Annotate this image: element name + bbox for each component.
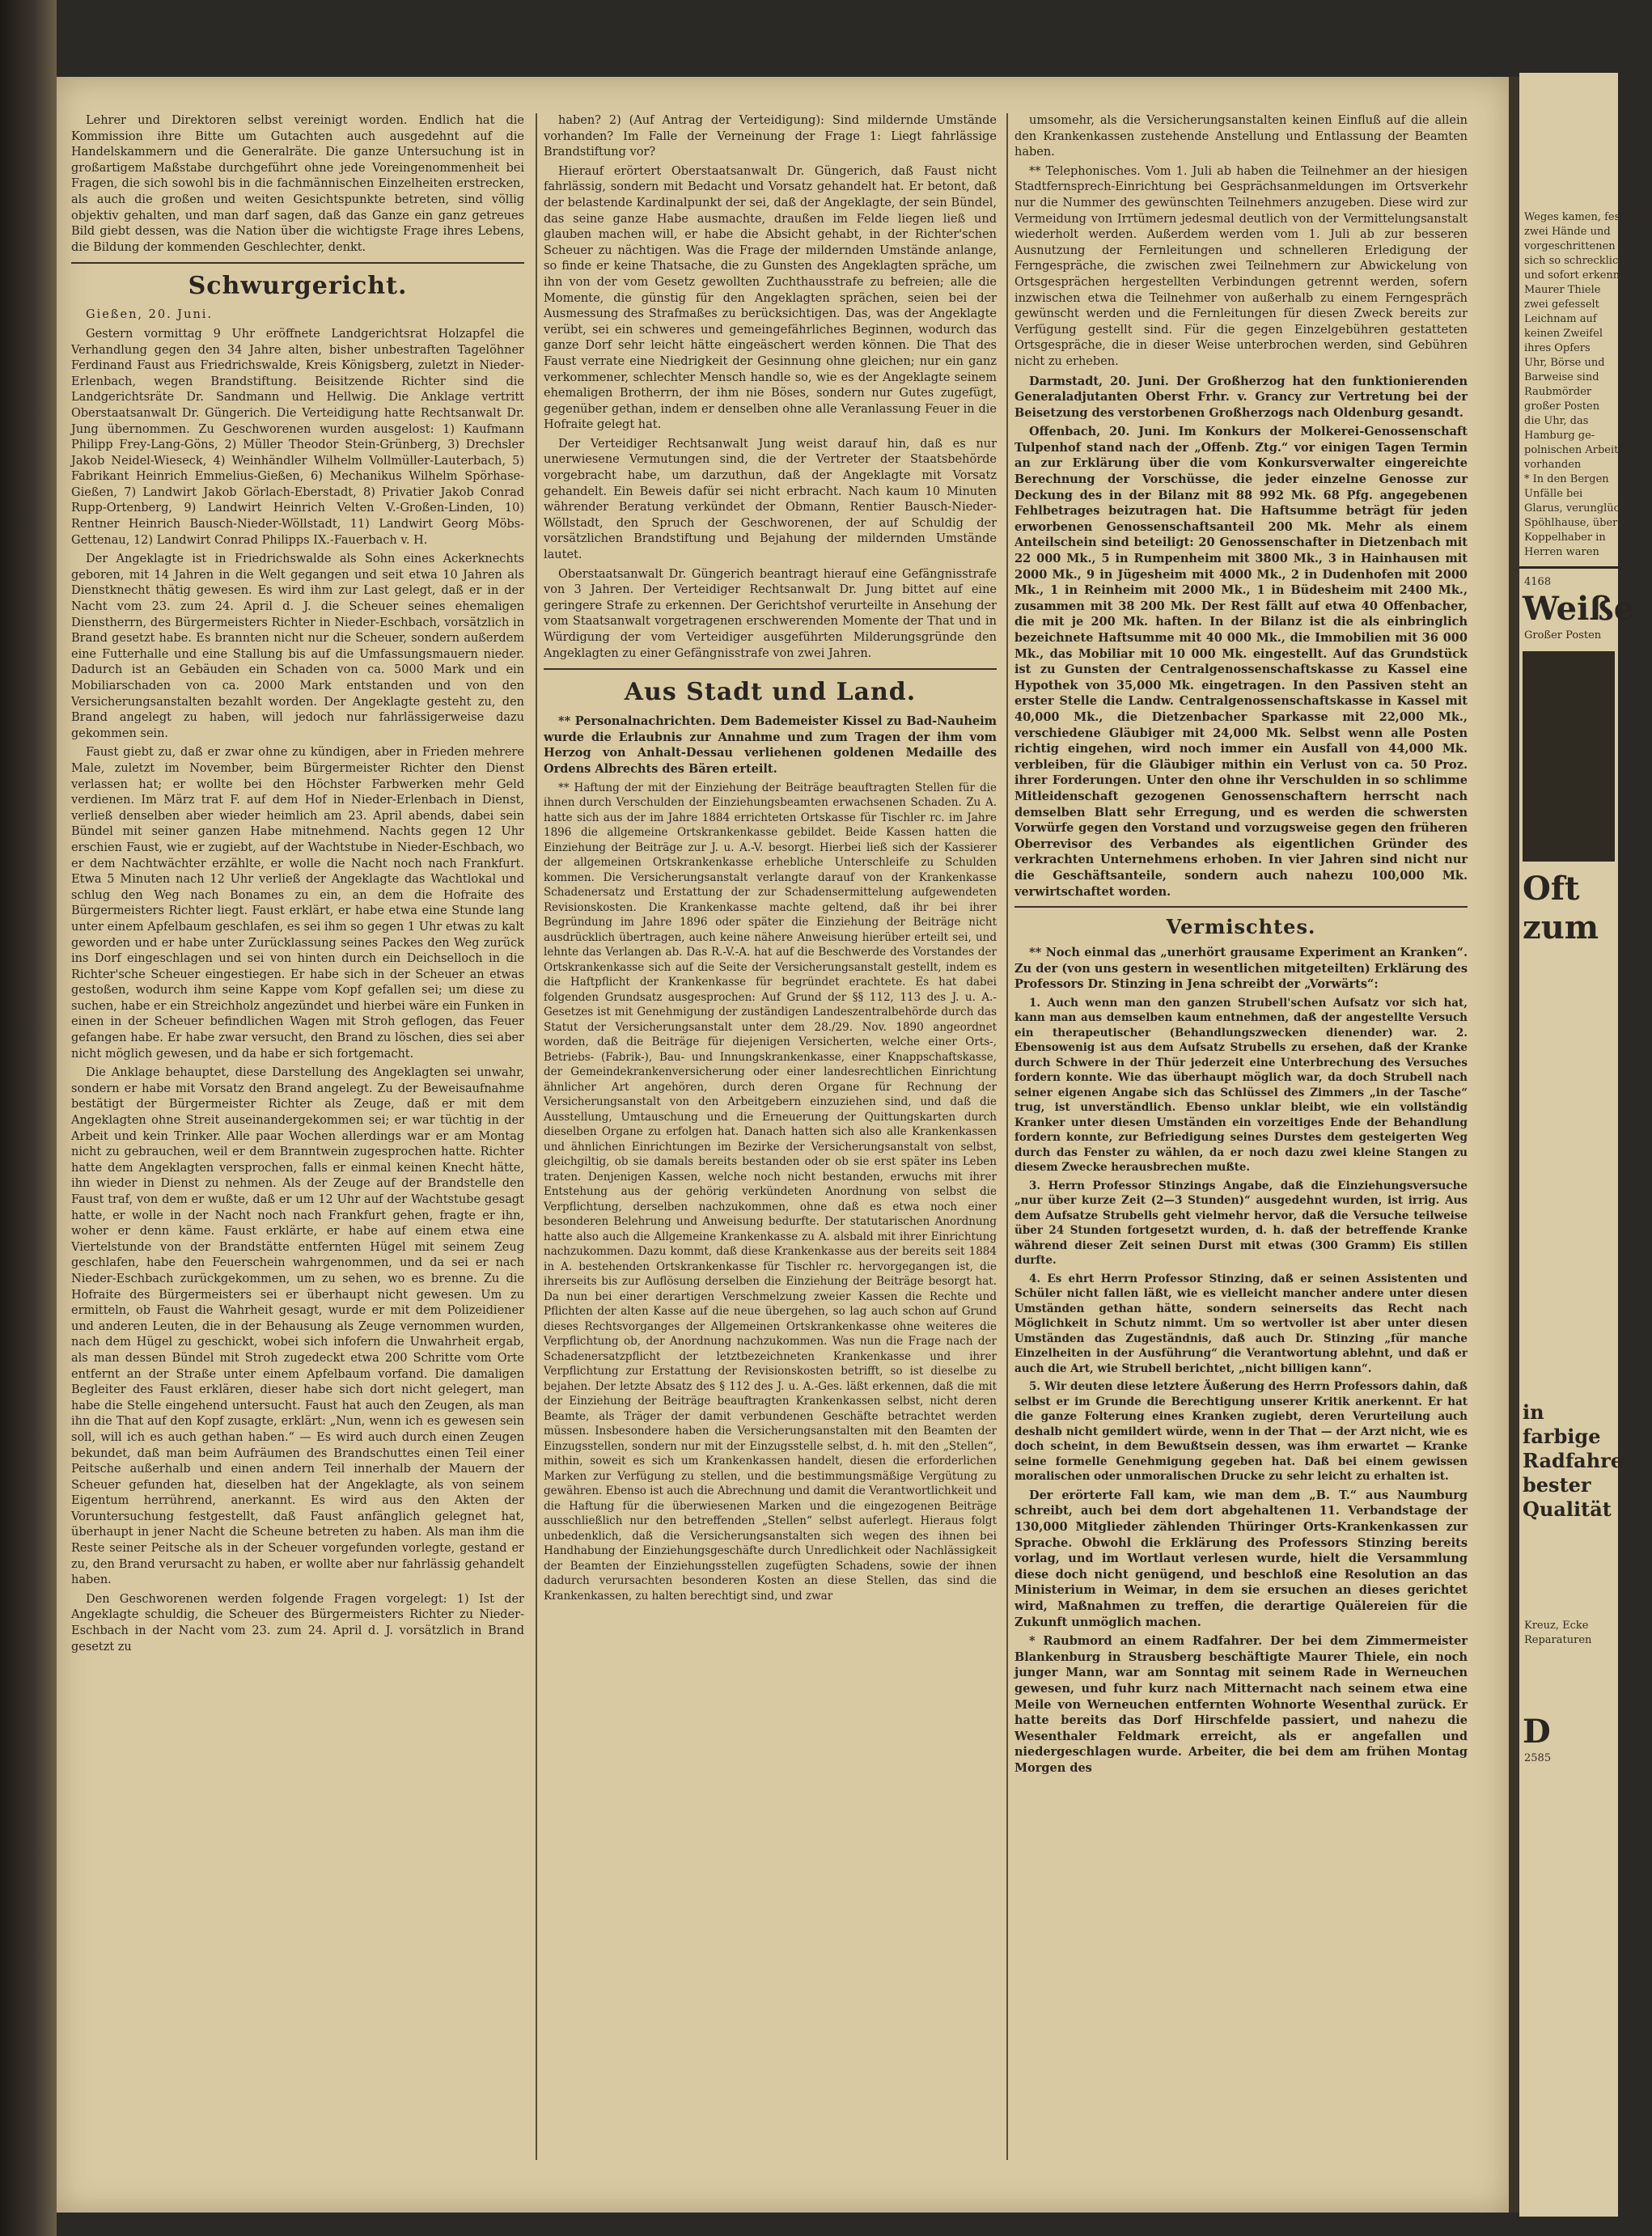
adjacent-line: Uhr, Börse und [1524, 357, 1605, 369]
article-text: Offenbach, 20. Juni. Im Konkurs der Molkerei-Genossenschaft Tulpenhof stand nach der „Offenb. Ztg.“ vor einigen Tagen Termin an zur Erklärung über die vom Konkursverwalter eingereichte Berechnung der Vorschüsse, die jeder einzelne Genosse zur Deckung des in der Bilanz mit 88 992 Mk. 68 Pfg. angegebenen Fehlbetrages beizutragen hat. Die Haftsumme beträgt für jeden erworbenen Genossenschaftsanteil 200 Mk. Mehr als einem Anteilschein sind beteiligt: 20 Genossenschafter in Dietzenbach mit 22 000 Mk., 5 in Rumpenheim mit 3800 Mk., 3 in Hainhausen mit 2000 Mk., 9 in Jügesheim mit 4000 Mk., 2 in Dudenhofen mit 2000 Mk., 1 in Reinheim mit 2000 Mk., 1 in Büdesheim mit 2400 Mk., zusammen mit 38 200 Mk. Der Rest fällt auf etwa 40 Offenbacher, die mit je 200 Mk. haften. In der Bilanz ist die als einbringlich bezeichnete Haftsumme mit 40 000 Mk., die Immobilien mit 36 000 Mk., das Mobiliar mit 10 000 Mk. eingestellt. Auf das Grundstück ist zu Gunsten der Centralgenossenschaftskasse zu Kassel eine Hypothek von 35,000 Mk. eingetragen. In den Passiven steht an erster Stelle die Landw. Centralgenossenschaftskasse in Kassel mit 40,000 Mk., die Dietzenbacher Sparkasse mit 22,000 Mk., verschiedene Gläubiger mit 24,000 Mk. Selbst wenn alle Posten richtig eingehen, wird noch immer ein Ausfall von 44,000 Mk. verbleiben, für die Gläubiger mithin ein Verlust von ca. 50 Proz. ihrer Forderungen. Unter den ohne ihr Verschulden in so schlimme Mitleidenschaft gezogenen Genossenschaftern herrscht nach demselben Blatt sehr Erregung, und es werden die schwersten Vorwürfe gegen den Vorstand und vorzugsweise gegen den früheren Oberrevisor des Verbandes als eigentlichen Gründer des verkrachten Unternehmens erhoben. In vier Jahren sind nicht nur die Geschäftsanteile, sondern auch nahezu 100,000 Mk. verwirtschaftet worden. [1014, 425, 1468, 899]
adjacent-line: Spöhlhause, über [1524, 517, 1618, 529]
adjacent-ad-title: Weiße [1523, 590, 1635, 628]
adjacent-line: Kreuz, Ecke [1524, 1620, 1589, 1632]
column-rule [1006, 113, 1008, 2160]
column-1 [71, 113, 524, 1658]
adjacent-line: keinen Zweifel [1524, 328, 1603, 340]
adjacent-ad-6: D [1523, 1713, 1551, 1751]
article-text: 3. Herrn Professor Stinzings Angabe, daß die Einziehungsversuche „nur über kurze Zeit (2—3 Stunden)“ ausgedehnt wurden, ist irrig. Aus dem Aufsatze Strubells geht vielmehr hervor, daß die Versuche teilweise über 24 Stunden fortgesetzt wurden, d. h. daß der betreffende Kranke während dieser Zeit seinen Durst mit etwas (300 Gramm) Eis stillen durfte. [1014, 1179, 1468, 1268]
article-text: 5. Wir deuten diese letztere Äußerung des Herrn Professors dahin, daß selbst er im Grunde die Berechtigung unserer Kritik anerkennt. Er hat die ganze Folterung eines Kranken zugiebt, deren Verurteilung auch deshalb nicht gemildert würde, wenn in der That — der Arzt nicht, wie es doch scheint, in dem Bewußtsein dessen, was ihm erwartet — Kranke seine formelle Genehmigung gegeben hat. Daß bei einem gewissen moralischen oder unmoralischen Drucke zu sehr leicht zu erhalten ist. [1014, 1380, 1468, 1484]
adjacent-page [1519, 73, 1652, 2217]
article-text: 4. Es ehrt Herrn Professor Stinzing, daß er seinen Assistenten und Schüler nicht fallen läßt, wie es vielleicht mancher andere unter diesen Umständen gethan hätte, sondern seinerseits das Recht nach Möglichkeit in Schutz nimmt. Um so wertvoller ist aber unter diesen Umständen das Zugeständnis, daß auch Dr. Stinzing „für manche Einzelheiten in der Ausführung“ die Verantwortung ablehnt, und daß er auch die Art, wie Strubell berichtet, „nicht billigen kann“. [1014, 1272, 1468, 1375]
adjacent-number: 4168 [1524, 576, 1552, 588]
adjacent-line: Reparaturen [1524, 1634, 1592, 1646]
dateline: Gießen, 20. Juni. [86, 308, 214, 322]
adjacent-line: zwei Hände und [1524, 226, 1611, 238]
article-text: Darmstadt, 20. Juni. Der Großherzog hat den funktionierenden Generaladjutanten Oberst Frhr. v. Grancy zur Vertretung bei der Beisetzung des verstorbenen Großherzogs nach Oldenburg gesandt. [1014, 374, 1468, 420]
adjacent-line: Hamburg ge- [1524, 430, 1595, 442]
adjacent-ad-2: Oft [1523, 870, 1580, 908]
article-divider [71, 262, 524, 264]
adjacent-page-text [1519, 73, 1652, 560]
adjacent-line: vorgeschrittenen [1524, 240, 1616, 252]
adjacent-ad-4 [1519, 1400, 1624, 1522]
adjacent-line: die Uhr, das [1524, 415, 1589, 427]
adjacent-line: Glarus, verunglückte [1524, 502, 1637, 515]
adjacent-line: polnischen Arbeiter [1524, 444, 1630, 456]
adjacent-line: zwei gefesselt [1524, 299, 1599, 311]
article-text: ** Personalnachrichten. Dem Bademeister Kissel zu Bad-Nauheim wurde die Erlaubnis zur Annahme und zum Tragen der ihm vom Herzog von Anhalt-Dessau verliehenen goldenen Medaille des Ordens Albrechts des Bären erteilt. [544, 714, 997, 776]
adjacent-line: vorhanden [1524, 459, 1582, 471]
article-text: Den Geschworenen werden folgende Fragen vorgelegt: 1) Ist der Angeklagte schuldig, die Scheuer des Bürgermeisters Richter zu Nieder-Eschbach in der Nacht vom 23. zum 24. April d. J. vorsätzlich in Brand gesetzt zu [71, 1592, 524, 1654]
adjacent-line: Radfahre [1523, 1449, 1624, 1472]
adjacent-line: Unfälle bei [1524, 488, 1583, 500]
adjacent-line: in farbige [1523, 1400, 1601, 1448]
adjacent-line: Herren waren [1524, 546, 1599, 558]
adjacent-line: Leichnam auf [1524, 313, 1597, 325]
article-text: * Raubmord an einem Radfahrer. Der bei dem Zimmermeister Blankenburg in Strausberg beschäftigte Maurer Thiele, ein noch junger Mann, war am Sonntag mit seinem Rade in Werneuchen gewesen, und fuhr kurz nach Mitternacht nach seinem etwa eine Meile von Werneuchen entfernten Wohnorte Wesenthal zurück. Er hatte bereits das Dorf Hirschfelde passiert, und nahezu die Wesenthaler Feldmark erreicht, als er angefallen und niedergeschlagen wurde. Arbeiter, die bei dem am frühen Montag Morgen des [1014, 1634, 1468, 1775]
adjacent-line: * In den Bergen [1524, 473, 1609, 485]
article-divider [1014, 906, 1468, 908]
article-text: Der erörterte Fall kam, wie man dem „B. T.“ aus Naumburg schreibt, auch bei dem dort abgehaltenen 11. Verbandstage der 130,000 Mitglieder zählenden Thüringer Orts-Krankenkassen zur Sprache. Obwohl die Erklärung des Professors Stinzing bereits vorlag, und im Wortlaut verlesen wurde, hielt die Versammlung diese doch nicht genügend, und beschloß eine Resolution an das Ministerium in Weimar, in dem sie ersuchen an dieses gerichtet wird, Maßnahmen zu treffen, die derartige Quälereien für die Zukunft unmöglich machen. [1014, 1488, 1468, 1629]
section-heading: Schwurgericht. [188, 272, 408, 301]
adjacent-ad-3: zum [1523, 908, 1599, 946]
article-text: 1. Auch wenn man den ganzen Strubell'schen Aufsatz vor sich hat, kann man aus demselben kaum entnehmen, daß der angestellte Versuch ein therapeutischer (Behandlungszwecken dienender) war. 2. Ebensowenig ist aus dem Aufsatz Strubells zu ersehen, daß der Kranke durch Schwere in der Thür jederzeit eine Unterbrechung des Versuches fordern konnte. Wie das überhaupt möglich war, da doch Strubell nach seiner eigenen Angabe sich das Schlüssel des Zimmers „in der Tasche“ trug, ist unverständlich. Ebenso unklar bleibt, wie ein vollständig Kranker unter diesen Umständen ein vorzeitiges Ende der Behandlung fordern konnte, zur Befriedigung seines Durstes dem gesteigerten Weg durch das Fenster zu wählen, da er noch dazu zwei kleine Stangen zu diesem Zwecke herausbrechen mußte. [1014, 996, 1468, 1175]
adjacent-line: ihres Opfers [1524, 342, 1591, 354]
article-text: haben? 2) (Auf Antrag der Verteidigung): Sind mildernde Umstände vorhanden? Im Falle der Verneinung der Frage 1: Liegt fahrlässige Brandstiftung vor? [544, 114, 997, 159]
adjacent-ad-5 [1519, 1619, 1618, 1648]
article-text: ** Telephonisches. Vom 1. Juli ab haben die Teilnehmer an der hiesigen Stadtfernsprech-Einrichtung bei Gesprächsanmeldungen im Ortsverkehr nur die Nummer des gewünschten Teilnehmers anzugeben. Diese wird zur Vermeidung von Irrtümern jedesmal deutlich von der Vermittelungsanstalt wiederholt werden. Außerdem werden vom 1. Juli ab zur besseren Ausnutzung der Fernleitungen und schnelleren Erledigung der Ferngespräche, die zwischen zwei Teilnehmern zur Abwickelung von Ortsgesprächen hergestellten Verbindungen getrennt werden, sofern inzwischen etwa die Teilnehmer von außerhalb zu einem Ferngespräch gewünscht werden und die Fernleitungen für diesen Zweck bereits zur Verfügung gestellt sind. Für die gegen Einzelgebühren gestatteten Ortsgespräche, die in dieser Weise unterbrochen werden, sind Gebühren nicht zu erheben. [1014, 164, 1468, 368]
article-text: Der Verteidiger Rechtsanwalt Jung weist darauf hin, daß es nur unerwiesene Vermutungen sind, die der Vertreter der Staatsbehörde vorgebracht habe, um darzuthun, daß der Angeklagte mit Vorsatz gehandelt. Ein Beweis dafür sei nicht erbracht. Nach kaum 10 Minuten währender Beratung verkündet der Obmann, Rentier Bausch-Nieder-Wöllstadt, den Spruch der Geschworenen, der auf Schuldig der vorsätzlichen Brandstiftung und Bejahung der mildernden Umstände lautet. [544, 437, 997, 562]
column-3 [1014, 113, 1468, 1780]
adjacent-line: und sofort erkennen [1524, 269, 1633, 282]
article-text: Lehrer und Direktoren selbst vereinigt worden. Endlich hat die Kommission ihre Bitte um Gutachten auch ausgedehnt auf die Handelskammern und die Generalräte. Die ganze Untersuchung ist in großartigem Maßstabe durchgeführt ohne jede Voreingenommenheit bei Fragen, die sich sowohl bis in die fachmännischen Einzelheiten erstrecken, als auch die großen und weiten Gesichtspunkte betreten, sind völlig objektiv gehalten, und man darf sagen, daß das Ganze ein ganz getreues Bild giebt dessen, was die Nation über die wichtigste Frage ihres Lebens, die Bildung der kommenden Geschlechter, denkt. [71, 114, 524, 254]
article-text: Der Angeklagte ist in Friedrichswalde als Sohn eines Ackerknechts geboren, mit 14 Jahren in die Welt gegangen und seit etwa 10 Jahren als Dienstknecht thätig gewesen. Es wird ihm zur Last gelegt, daß er in der Nacht vom 23. zum 24. April d. J. die Scheuer seines ehemaligen Dienstherrn, des Bürgermeisters Richter in Nieder-Eschbach, vorsätzlich in Brand gesetzt habe. Es brannten nicht nur die Scheuer, sondern außerdem eine Futterhalle und eine Stallung bis auf die Umfassungsmauern nieder. Dadurch ist an Gebäuden ein Schaden von ca. 5000 Mark und ein Mobiliarschaden von ca. 2000 Mark entstanden und von den Versicherungsanstalten bezahlt worden. Der Angeklagte gesteht zu, den Brand angelegt zu haben, will jedoch nur fahrlässigerweise dazu gekommen sein. [71, 553, 524, 740]
article-text: Gestern vormittag 9 Uhr eröffnete Landgerichtsrat Holzapfel die Verhandlung gegen den 34 Jahre alten, bisher unbestraften Tagelöhner Ferdinand Faust aus Friedrichswalde, Kreis Königsberg, zuletzt in Nieder-Erlenbach, wegen Brandstiftung. Beisitzende Richter sind die Landgerichtsräte Dr. Sandmann und Hellwig. Die Anklage vertritt Oberstaatsanwalt Dr. Güngerich. Die Verteidigung hatte Rechtsanwalt Dr. Jung übernommen. Zu Geschworenen wurden ausgelost: 1) Kaufmann Philipp Frey-Lang-Göns, 2) Müller Theodor Stein-Grünberg, 3) Drechsler Jakob Neidel-Wieseck, 4) Weinhändler Wilhelm Vollmüller-Lauterbach, 5) Fabrikant Heinrich Emmelius-Gießen, 6) Mechanikus Wilhelm Spörhase-Gießen, 7) Landwirt Jakob Görlach-Eberstadt, 8) Privatier Jakob Conrad Rupp-Ortenberg, 9) Landwirt Heinrich Velten V.-Großen-Linden, 10) Rentner Heinrich Bausch-Nieder-Wöllstadt, 11) Landwirt Georg Möbs-Gettenau, 12) Landwirt Conrad Philipps IX.-Fauerbach v. H. [71, 327, 524, 547]
adjacent-ad-sub: Großer Posten [1524, 629, 1602, 642]
adjacent-number-2: 2585 [1524, 1752, 1552, 1764]
article-text: Faust giebt zu, daß er zwar ohne zu kündigen, aber in Frieden mehrere Male, zuletzt im November, beim Bürgermeister Richter den Dienst verlassen hat; er wollte bei den Höchster Farbwerken mehr Geld verdienen. Im März trat F. auf dem Hof in Nieder-Erlenbach in Dienst, verließ denselben aber wieder heimlich am 23. April abends, dabei sein Bündel mit seiner ganzen Habe mitnehmend. Nachts gegen 12 Uhr erschien Faust, wie er zugiebt, auf der Wachtstube in Nieder-Eschbach, wo er dem Nachtwächter erzählte, er wolle die Nacht noch nach Frankfurt. Etwa 5 Minuten nach 12 Uhr verließ der Angeklagte das Wachtlokal und schlug den Weg nach Bonames zu ein, an dem die Hofraite des Bürgermeisters Richter liegt. Faust erklärt, er habe etwa eine Stunde lang unter einem Apfelbaum geschlafen, es sei ihm so gegen 1 Uhr etwas zu kalt geworden und er habe unter Zurücklassung seines Packes den Weg zurück ins Dorf eingeschlagen und sei von hinten durch ein Deichselloch in die Richter'sche Scheuer eingestiegen. Er habe sich in der Scheuer an etwas gestoßen, wodurch ihm seine Kappe vom Kopf gefallen sei; um diese zu suchen, habe er ein Streichholz angezündet und hierbei wäre ein Funken in einen in der Scheuer befindlichen Wagen mit Stroh geflogen, das Feuer gefangen habe. Er habe zwar versucht, den Brand zu löschen, dies sei aber nicht möglich gewesen, und da habe er sich fortgemacht. [71, 746, 524, 1061]
book-binding [0, 0, 57, 2236]
adjacent-line: Weges kamen, fesselten [1524, 211, 1652, 223]
article-text: Hierauf erörtert Oberstaatsanwalt Dr. Güngerich, daß Faust nicht fahrlässig, sondern mit Bedacht und Vorsatz gehandelt hat. Er betont, daß der belastende Kardinalpunkt der sei, daß der Angeklagte, der sein Bündel, das seine ganze Habe ausmachte, draußen im Felde liegen ließ und glauben machen will, er habe die Absicht gehabt, in der Richter'schen Scheuer zu nächtigen. Was die Frage der mildernden Umstände anlange, so finde er keine Thatsache, die zu Gunsten des Angeklagten spräche, um ihn von der vom Gesetz gewollten Zuchthausstrafe zu befreien; alle die Momente, die günstig für den Angeklagten sprächen, seien bei der Ausmessung des Strafmaßes zu berücksichtigen. Das, was der Angeklagte verübt, sei ein schweres und gemeingefährliches Beginnen, wodurch das ganze Dorf sehr leicht hätte eingeäschert werden können. Die That des Faust verrate eine Niedrigkeit der Gesinnung ohne gleichen; nur ein ganz verkommener, schlechter Mensch handle so, wie es der Angeklagte seinem ehemaligen Brotherrn, der ihm nie Böses, sondern nur Gutes zugefügt, gegenüber gethan, indem er denselben ohne alle Veranlassung Feuer in die Hofraite gelegt hat. [544, 164, 997, 432]
adjacent-line: Raubmörder [1524, 386, 1592, 398]
column-2 [544, 113, 997, 1607]
adjacent-line: Maurer Thiele [1524, 284, 1601, 296]
article-text: ** Haftung der mit der Einziehung der Beiträge beauftragten Stellen für die ihnen durch Verschulden der Einziehungsbeamten erwachsenen Schaden. Zu A. hatte sich aus der im Jahre 1884 errichteten Ortskasse für Tischler rc. im Jahre 1896 die allgemeine Ortskrankenkasse gebildet. Beide Kassen hatten die Einziehung der Beiträge zur J. u. A.-V. besorgt. Hierbei ließ sich der Kassierer der allgemeinen Ortskrankenkasse erhebliche Unterschleife zu Schulden kommen. Die Versicherungsanstalt verlangte darauf von der Krankenkasse Schadenersatz und Erstattung der zur Schadensermittelung aufgewendeten Revisionskosten. Die Krankenkasse machte geltend, daß ihr bei ihrer Begründung im Jahre 1896 oder später die Einziehung der Beiträge nicht ausdrücklich übertragen, auch keine nähere Anweisung hierüber erteilt sei, und lehnte das Verlangen ab. Das R.-V.-A. hat auf die Beschwerde des Vorstandes der Ortskrankenkasse sich auf die Seite der Versicherungsanstalt gestellt, indem es die Haftpflicht der Krankenkasse für begründet erachtete. Es hat dabei folgenden Grundsatz ausgesprochen: Auf Grund der §§ 112, 113 des J. u. A.-Gesetzes ist mit Genehmigung der zuständigen Landeszentralbehörde durch das Statut der Versicherungsanstalt unter dem 28./29. Nov. 1890 angeordnet worden, daß die Beiträge für diejenigen Versicherten, welche einer Orts-, Betriebs- (Fabrik-), Bau- und Innungskrankenkasse, einer Knappschaftskasse, der Gemeindekrankenversicherung oder einer landesrechtlichen Einrichtung ähnlicher Art angehören, durch deren Organe für Rechnung der Versicherungsanstalt von den Arbeitgebern einzuziehen sind, und daß die Ausstellung, Umtauschung und die Erneuerung der Quittungskarten durch dieselben Organe zu erfolgen hat. Danach hatten sich also alle Krankenkassen und ähnlichen Einrichtungen im Bezirke der Versicherungsanstalt von selbst, gleichgiltig, ob sie damals bereits bestanden oder ob sie erst später ins Leben traten. Denjenigen Kassen, welche noch nicht bestanden, erwuchs mit ihrer Entstehung aus der gehörig verkündeten Anordnung von selbst die Verpflichtung, derselben nachzukommen, ohne daß es etwa noch einer besonderen Belehrung und Anweisung bedurfte. Der statutarischen Anordnung hatte also auch die Allgemeine Krankenkasse zu A. alsbald mit ihrer Einrichtung nachzukommen. Dazu kommt, daß diese Krankenkasse aus der bereits seit 1884 in A. bestehenden Ortskrankenkasse für Tischler rc. hervorgegangen ist, die ihrerseits bis zur Auflösung derselben die Einziehung der Beiträge besorgt hat. Da nun bei einer derartigen Verschmelzung zweier Kassen die Rechte und Pflichten der alten Kasse auf die neue übergehen, so lag auch schon auf Grund dieses Rechtsvorganges der Allgemeinen Ortskrankenkasse ohne weiteres die Verpflichtung ob, der Anordnung nachzukommen. Was nun die Frage nach der Schadenersatzpflicht der letztbezeichneten Krankenkasse und ihrer Verpflichtung zur Erstattung der Revisionskosten betrifft, so ist dieselbe zu bejahen. Der letzte Absatz des § 112 des J. u. A.-Ges. läßt erkennen, daß die mit der Einziehung der Beiträge beauftragten Krankenkassen selbst, nicht deren Beamte, als Träger der damit verbundenen Geschäfte betrachtet werden müssen. Insbesondere haben die Versicherungsanstalten mit den Beamten der Einzugsstellen, sondern nur mit der Einzugsstelle selbst, d. h. mit den „Stellen“, mithin, soweit es sich um Krankenkassen handelt, diesen die erforderlichen Marken zur Verfügung zu stellen, und die bestimmungsmäßige Vergütung zu gewähren. Ebenso ist auch die Abrechnung und damit die Verantwortlichkeit und die Haftung für die überwiesenen Marken und die eingezogenen Beiträge ausschließlich nur den betreffenden „Stellen“ selbst auferlegt. Hieraus folgt unbedenklich, daß die Versicherungsanstalten sich wegen des ihnen bei Handhabung der Einziehungsgeschäfte durch Unredlichkeit oder Nachlässigkeit der Beamten der Einziehungsstellen zugefügten Schadens, sowie der ihnen dadurch verursachten besonderen Kosten an diese Stellen, das sind die Krankenkassen, zu halten berechtigt sind, und zwar [544, 781, 997, 1603]
section-heading: Aus Stadt und Land. [624, 678, 917, 707]
column-rule [536, 113, 537, 2160]
adjacent-line: bester Qualität [1523, 1473, 1612, 1521]
article-divider [544, 668, 997, 670]
adjacent-line: sich so schrecklich [1524, 255, 1625, 267]
article-text: ** Noch einmal das „unerhört grausame Experiment an Kranken“. Zu der (von uns gestern in wesentlichen mitgeteilten) Erklärung des Professors Dr. Stinzing in Jena schreibt der „Vorwärts“: [1014, 946, 1468, 992]
article-text: Oberstaatsanwalt Dr. Güngerich beantragt hierauf eine Gefängnisstrafe von 3 Jahren. Der Verteidiger Rechtsanwalt Dr. Jung bittet auf eine geringere Strafe zu erkennen. Der Gerichtshof verurteilte in Ansehung der vom Staatsanwalt vorgetragenen erschwerenden Momente der That und in Würdigung der vom Verteidiger ausgeführten Milderungsgründe den Angeklagten zu einer Gefängnisstrafe von zwei Jahren. [544, 567, 997, 660]
article-text: Die Anklage behauptet, diese Darstellung des Angeklagten sei unwahr, sondern er habe mit Vorsatz den Brand angelegt. Zu der Beweisaufnahme bestätigt der Bürgermeister Richter als Zeuge, daß er mit dem Angeklagten ohne Streit auseinandergekommen sei; er war tüchtig in der Arbeit und kein Trinker. Alle paar Wochen allerdings war er am Montag nicht zu gebrauchen, weil er dem Branntwein zugesprochen hatte. Richter hatte dem Angeklagten versprochen, falls er einmal keinen Knecht hätte, ihn wieder in Dienst zu nehmen. Als der Zeuge auf der Brandstelle den Faust traf, von dem er wußte, daß er um 12 Uhr auf der Wachtstube gesagt hatte, er wolle in der Nacht noch nach Frankfurt gehen, fragte er ihn, woher er denn käme. Faust erklärte, er habe auf einem etwa eine Viertelstunde von der Brandstätte entfernten Hügel mit seinem Zeug geschlafen, habe den Feuerschein wahrgenommen, und da sei er nach Nieder-Eschbach zurückgekommen, um zu sehen, wo es brenne. Zu die Hofraite des Bürgermeisters sei er überhaupt nicht gewesen. Um zu ermitteln, ob Faust die Wahrheit gesagt, wurde er mit dem Polizeidiener und anderen Leuten, die in der Behausung als Zeuge vernommen wurden, nach dem Hügel zu geschickt, wobei sich infofern die Unwahrheit ergab, als man dessen Bündel mit Stroh zugedeckt etwa 200 Schritte vom Orte entfernt an der Straße unter einem Apfelbaum vorfand. Die damaligen Begleiter des Faust erklären, dieser habe sich dort nicht gelegert, man habe die Stelle eingehend untersucht. Faust hat auch den Zeugen, als man ihn die That auf den Kopf zusagte, erklärt: „Nun, wenn ich es gewesen sein soll, will ich es auch gethan haben.“ — Es wird auch durch einen Zeugen bekundet, daß man beim Aufräumen des Brandschuttes einen Teil einer Peitsche außerhalb und einen andern Teil innerhalb der Mauern der Scheuer gefunden hat, dieselben hat der Angeklagte, als von seinem Eigentum herrührend, anerkannt. Es wird aus den Akten der Voruntersuchung festgestellt, daß Faust anfänglich gelegnet hat, überhaupt in jener Nacht die Scheune betreten zu haben. Als man ihm die Reste seiner Peitsche als in der Scheuer vorgefunden vorlegte, gestand er zu, den Brand verursacht zu haben, er wollte aber nur fahrlässig gehandelt haben. [71, 1066, 524, 1587]
adjacent-line: Koppelhaber in [1524, 531, 1606, 544]
adjacent-line: Barweise sind [1524, 371, 1599, 383]
adjacent-line: großer Posten [1524, 400, 1600, 413]
section-heading: Vermischtes. [1166, 915, 1316, 939]
adjacent-ad-image [1523, 651, 1615, 862]
article-text: umsomehr, als die Versicherungsanstalten keinen Einfluß auf die allein den Krankenkassen zustehende Anstellung und Entlassung der Beamten haben. [1014, 114, 1468, 159]
